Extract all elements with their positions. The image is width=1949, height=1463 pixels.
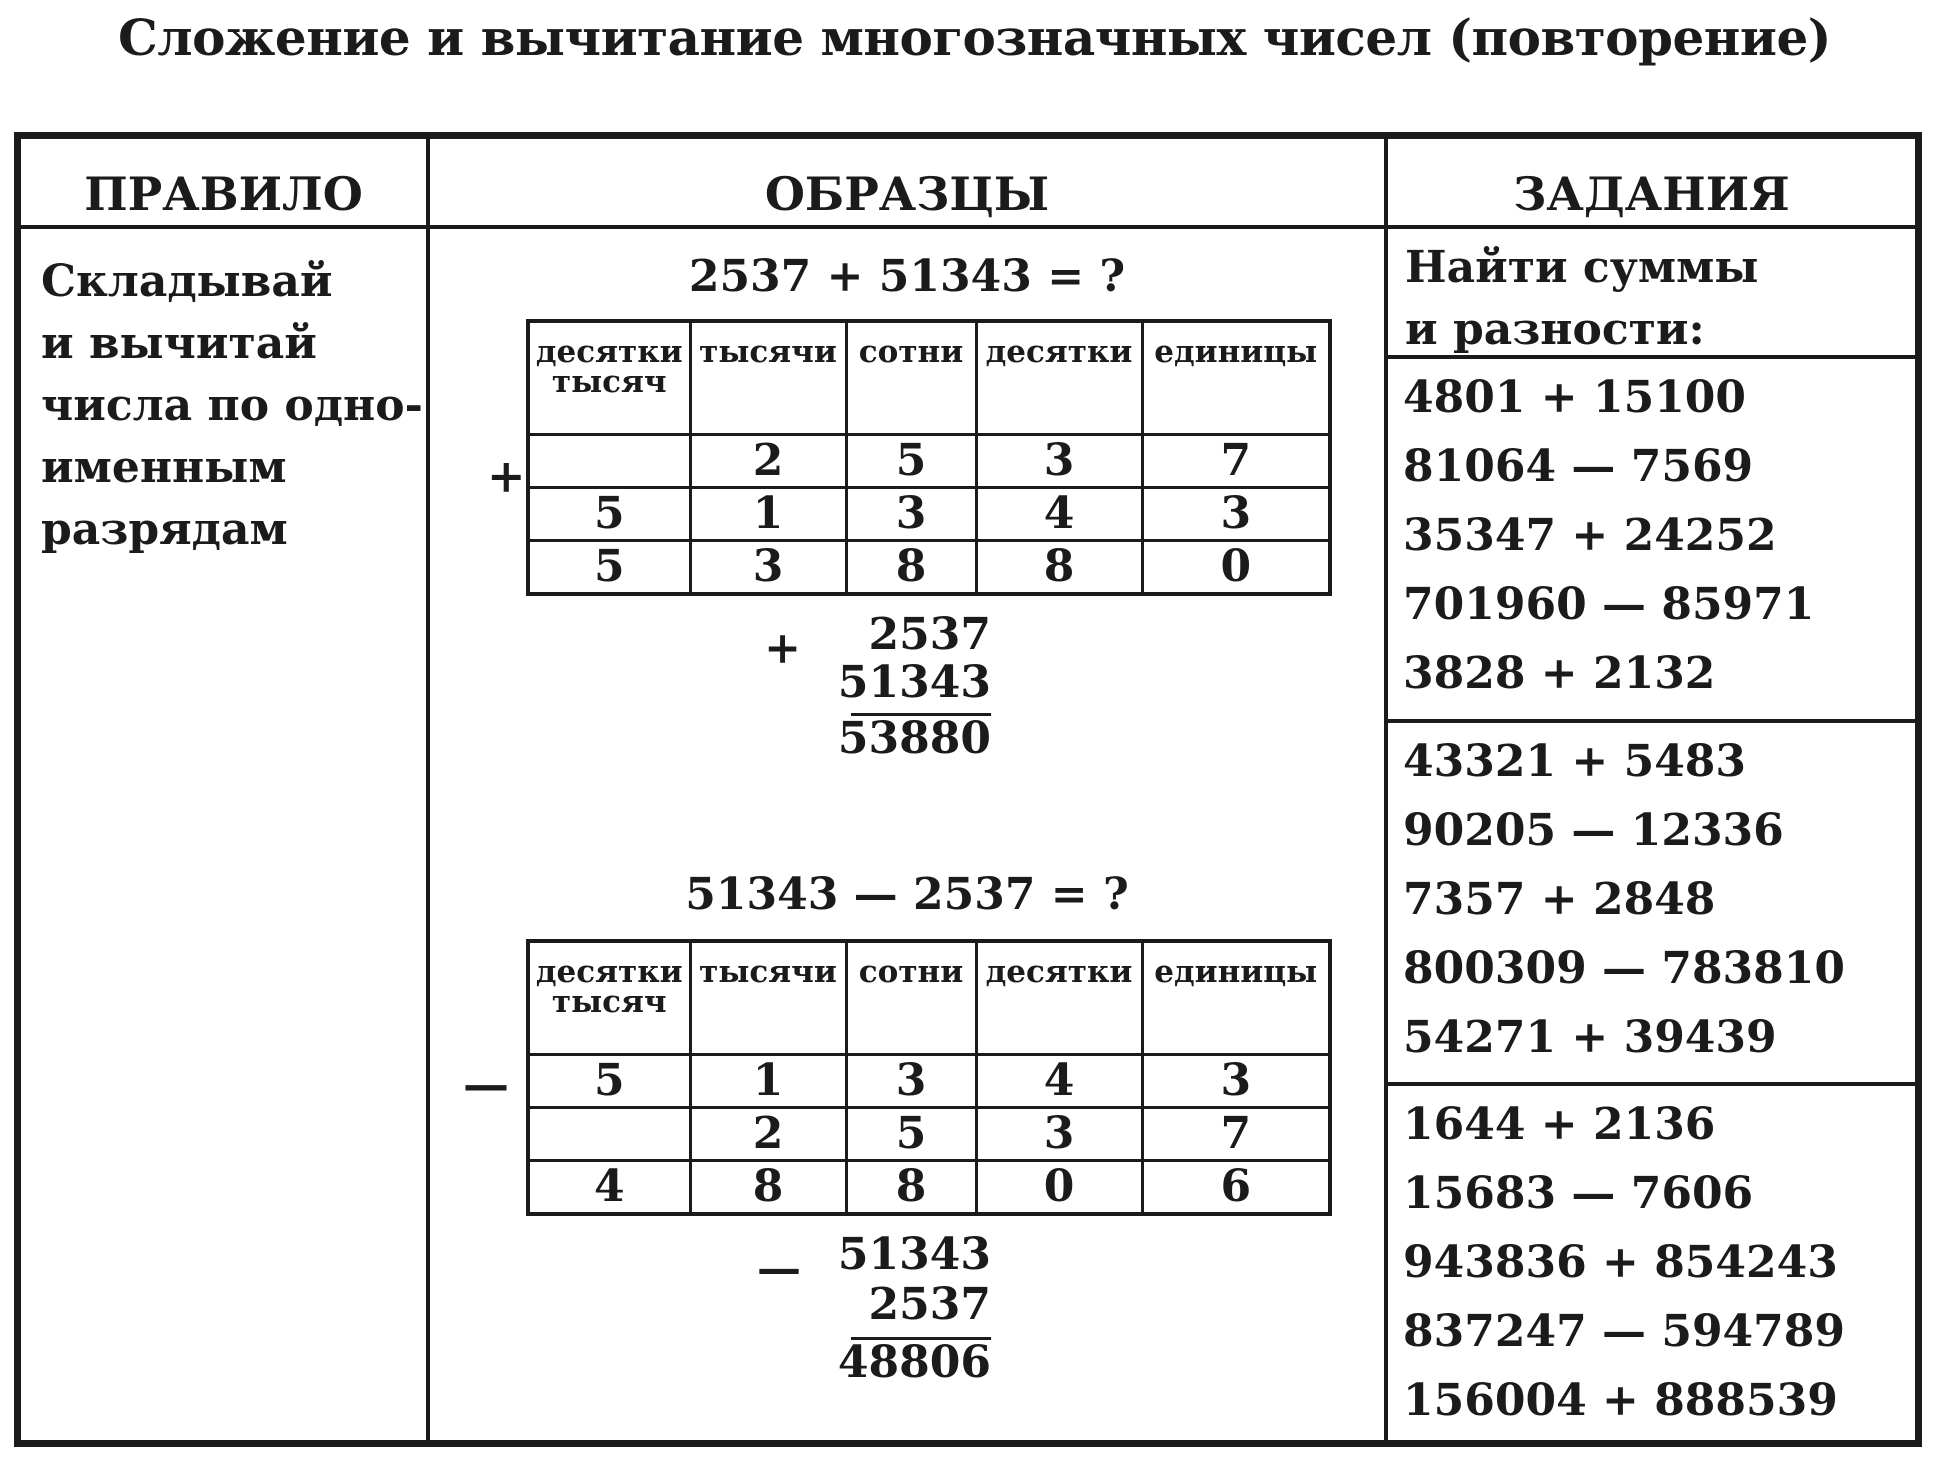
task-item: 7357 + 2848	[1403, 874, 1716, 925]
digit-cell: 4	[976, 1055, 1142, 1108]
rule-line: числа по одно-	[41, 380, 423, 431]
rule-line: и вычитай	[41, 318, 317, 369]
subtraction-column-calc	[757, 1229, 991, 1399]
task-group-1	[1403, 363, 1814, 708]
digit-cell: 3	[690, 541, 846, 595]
place-header: тысячи	[690, 321, 846, 435]
digit-cell: 8	[846, 541, 976, 595]
digit-cell: 2	[690, 1108, 846, 1161]
task-item: 800309 — 783810	[1403, 943, 1846, 994]
digit-cell: 3	[976, 435, 1142, 488]
subtraction-sign: —	[463, 1057, 509, 1111]
digit-cell: 3	[846, 1055, 976, 1108]
divider-rule-samples	[426, 139, 430, 1440]
digit-cell: 2	[690, 435, 846, 488]
task-item: 4801 + 15100	[1403, 372, 1747, 423]
digit-cell: 3	[846, 488, 976, 541]
task-group-3	[1403, 1090, 1845, 1435]
digit-cell: 4	[976, 488, 1142, 541]
digit-cell: 4	[528, 1161, 690, 1215]
place-header: десятки	[976, 941, 1142, 1055]
digit-cell: 5	[528, 488, 690, 541]
main-table	[14, 132, 1922, 1447]
digit-cell: 1	[690, 1055, 846, 1108]
task-item: 35347 + 24252	[1403, 510, 1777, 561]
digit-cell: 0	[1142, 541, 1330, 595]
digit-cell: 5	[846, 1108, 976, 1161]
task-item: 81064 — 7569	[1403, 441, 1754, 492]
task-item: 1644 + 2136	[1403, 1099, 1716, 1150]
subtraction-place-table	[526, 939, 1332, 1216]
column-bottom-number: 51343	[837, 657, 991, 708]
addition-place-table	[526, 319, 1332, 596]
digit-cell: 7	[1142, 435, 1330, 488]
digit-cell	[528, 435, 690, 488]
digit-cell: 5	[528, 541, 690, 595]
digit-cell: 8	[976, 541, 1142, 595]
column-top-number: 51343	[837, 1229, 991, 1280]
divider-samples-tasks	[1384, 139, 1388, 1440]
digit-cell: 3	[1142, 1055, 1330, 1108]
column-top-number: 2537	[868, 609, 991, 660]
column-result: 48806	[837, 1337, 991, 1388]
task-item: 54271 + 39439	[1403, 1012, 1777, 1063]
rule-text	[41, 251, 423, 561]
digit-cell	[528, 1108, 690, 1161]
place-header: сотни	[846, 941, 976, 1055]
task-group-divider-1	[1384, 719, 1915, 723]
place-header: сотни	[846, 321, 976, 435]
header-samples: ОБРАЗЦЫ	[764, 167, 1050, 221]
task-heading-line: Найти суммы	[1405, 242, 1759, 293]
digit-cell: 5	[528, 1055, 690, 1108]
task-group-divider-2	[1384, 1082, 1915, 1086]
column-sign: +	[764, 623, 801, 674]
column-result: 53880	[837, 713, 991, 764]
digit-cell: 0	[976, 1161, 1142, 1215]
rule-line: Складывай	[41, 256, 333, 307]
place-header: тысячи	[690, 941, 846, 1055]
task-item: 43321 + 5483	[1403, 736, 1747, 787]
digit-cell: 8	[690, 1161, 846, 1215]
digit-cell: 8	[846, 1161, 976, 1215]
page-title: Сложение и вычитание многозначных чисел (повторение)	[118, 8, 1831, 67]
task-item: 837247 — 594789	[1403, 1306, 1846, 1357]
digit-cell: 3	[976, 1108, 1142, 1161]
rule-line: именным	[41, 442, 287, 493]
digit-cell: 3	[1142, 488, 1330, 541]
column-bottom-number: 2537	[868, 1279, 991, 1330]
task-item: 3828 + 2132	[1403, 648, 1716, 699]
task-item: 701960 — 85971	[1403, 579, 1815, 630]
header-tasks: ЗАДАНИЯ	[1513, 167, 1790, 221]
addition-equation: 2537 + 51343 = ?	[688, 251, 1126, 302]
task-item: 90205 — 12336	[1403, 805, 1784, 856]
addition-column-calc	[761, 609, 991, 769]
task-heading-line: и разности:	[1405, 304, 1705, 355]
place-header: десятки тысяч	[528, 941, 690, 1055]
place-header: десятки	[976, 321, 1142, 435]
place-header: единицы	[1142, 321, 1330, 435]
header-rule: ПРАВИЛО	[84, 167, 363, 221]
addition-sign: +	[487, 449, 526, 503]
task-heading	[1405, 237, 1758, 361]
header-divider	[21, 225, 1915, 229]
digit-cell: 1	[690, 488, 846, 541]
column-sign: —	[757, 1243, 801, 1294]
place-header: десятки тысяч	[528, 321, 690, 435]
task-item: 156004 + 888539	[1403, 1375, 1838, 1426]
digit-cell: 5	[846, 435, 976, 488]
task-item: 15683 — 7606	[1403, 1168, 1754, 1219]
digit-cell: 7	[1142, 1108, 1330, 1161]
place-header: единицы	[1142, 941, 1330, 1055]
subtraction-equation: 51343 — 2537 = ?	[685, 869, 1129, 920]
digit-cell: 6	[1142, 1161, 1330, 1215]
task-group-2	[1403, 727, 1845, 1072]
rule-line: разрядам	[41, 504, 288, 555]
task-item: 943836 + 854243	[1403, 1237, 1838, 1288]
